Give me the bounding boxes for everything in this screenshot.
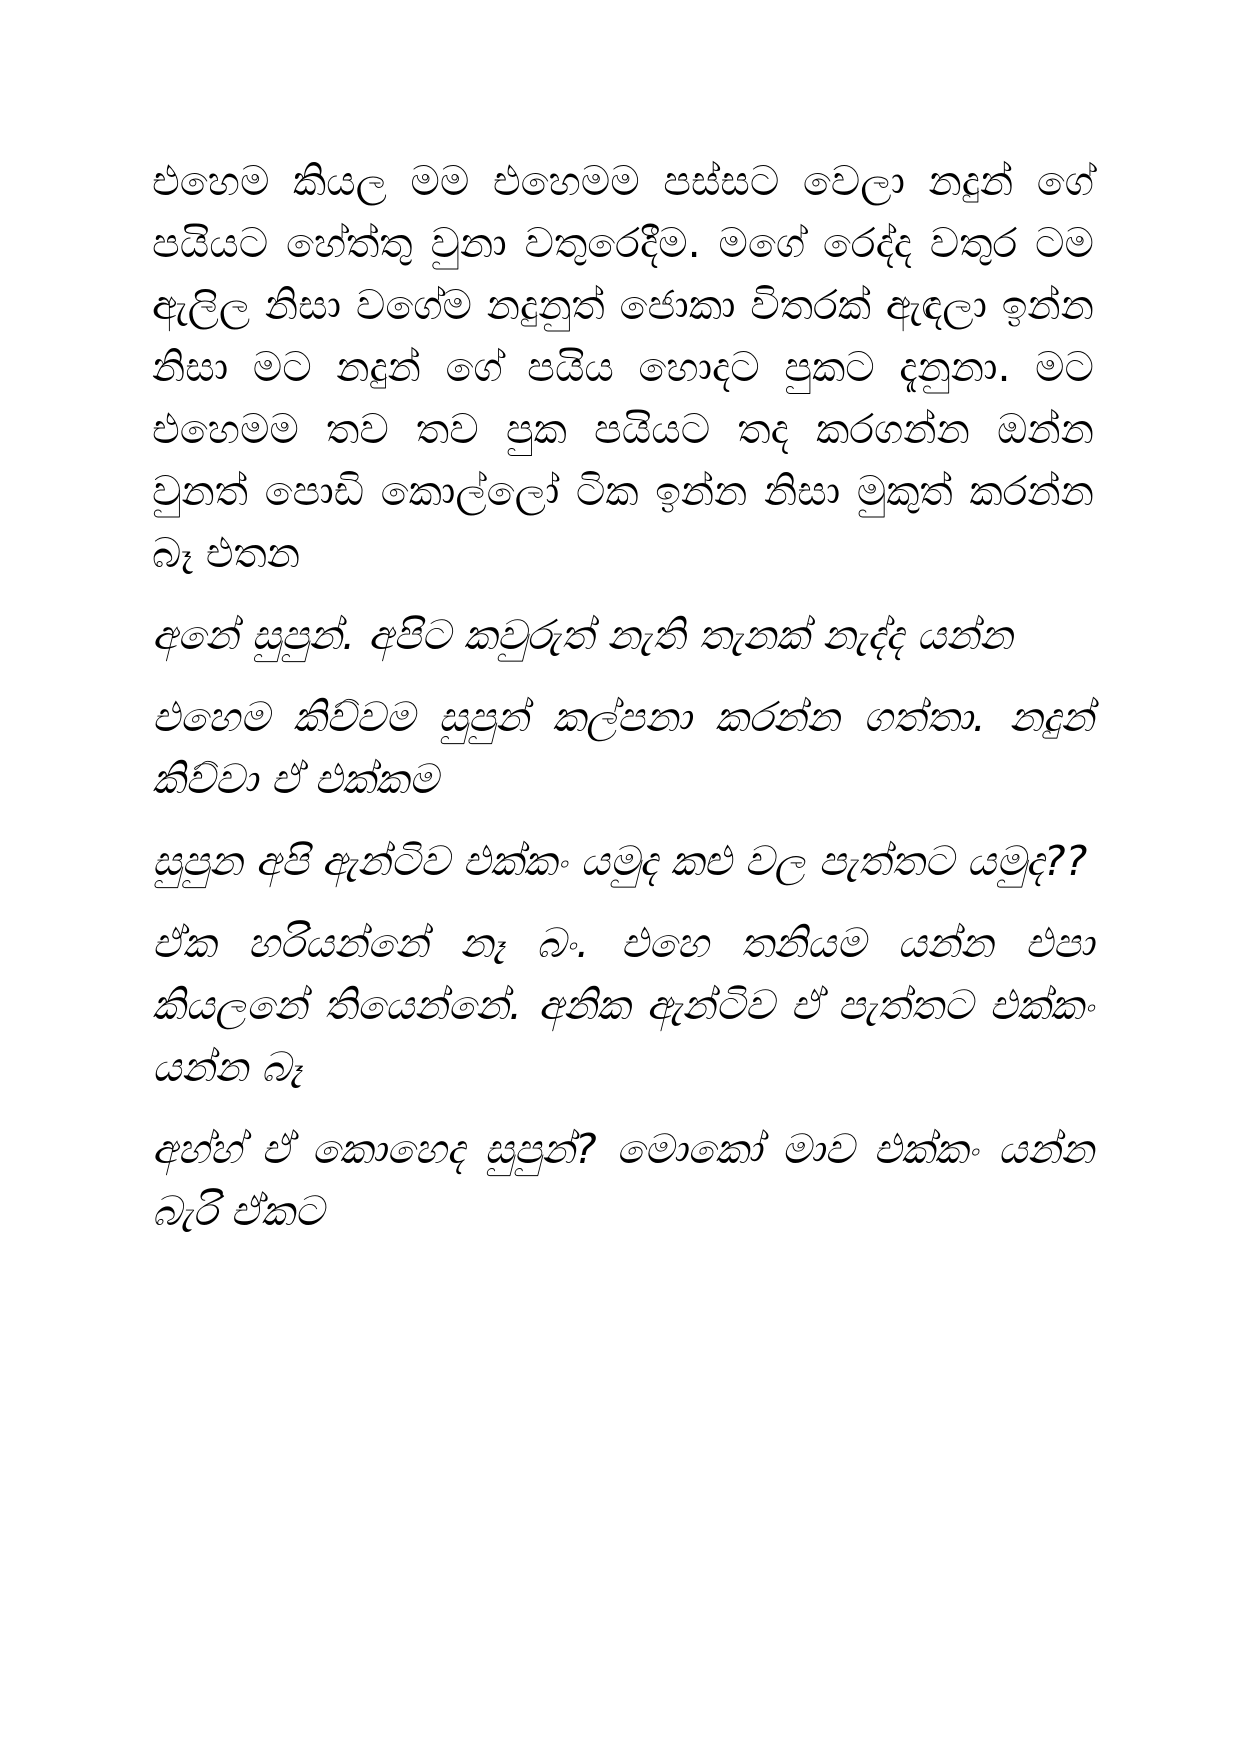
page-body bbox=[152, 150, 1094, 1262]
paragraph-dialogue: එහෙම කිව්වම සුපුන් කල්පනා කරන්න ගත්තා. නදුන් කිව්වා ඒ එක්කම bbox=[152, 693, 1094, 803]
paragraph-narration: එහෙම කියල මම එහෙමම පස්සට වෙලා නදුන් ගේ පයියට හේත්තු වුනා වතුරෙදීම. මගේ රෙද්ද වතුර ටම ඇලිල නිසා වගේම නදුනුත් ජොකා විතරක් ඇඳලා ඉන්න නිසා මට නදුන් ගේ පයිය හොදට පුකට දැනුනා. මට එහෙමම තව තව පුක පයියට තද කරගන්න ඔන්න වුනත් පොඩි කොල්ලෝ ටික ඉන්න නිසා මුකුත් කරන්න බෑ එතන bbox=[152, 157, 1094, 577]
paragraph-dialogue: අහ්හ් ඒ කොහෙද සුපුන්? මොකෝ මාව එක්කං යන්න බැරි ඒකට bbox=[152, 1125, 1094, 1235]
paragraph-dialogue: ඒක හරියන්නේ නෑ බං. එහෙ තනියම යන්න එපා කියලනේ තියෙන්නේ. අනික ඇන්ටිව ඒ පැත්තට එක්කං යන්න බෑ bbox=[152, 919, 1094, 1091]
paragraph-dialogue: අනේ සුපුන්. අපිට කවුරුත් නැති තැනක් නැද්ද යන්න bbox=[152, 611, 1013, 659]
paragraph-dialogue: සුපුන අපි ඇන්ටිව එක්කං යමුද කළු වල පැත්තට යමුද?? bbox=[152, 837, 1088, 885]
